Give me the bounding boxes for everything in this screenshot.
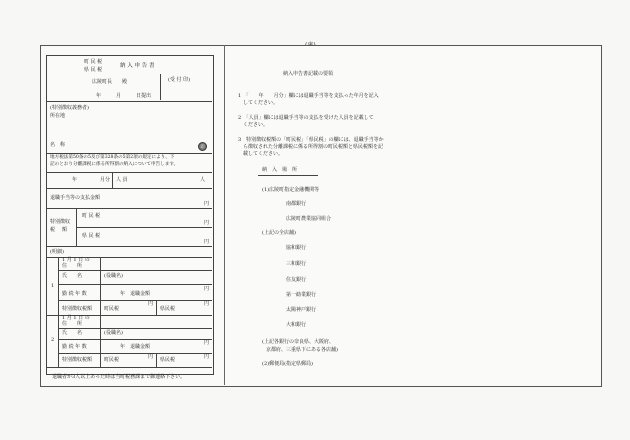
title-prefix-top: 町 民 税 [84,59,103,65]
address-label: 所在地 [50,113,66,119]
town-yen: 円 [148,354,154,360]
banks-header: (1)広陵町指定金融機関等 [262,187,320,193]
instructions-title: 納入申告書記載の要領 [283,71,334,77]
pref-tax-label: 県 民 税 [82,233,101,239]
name-label: 氏 名 [62,273,83,279]
bank-taiyo-kobe: 太陽神戸銀行 [286,307,317,313]
special-tax-label-1: 特別徴収 [50,219,71,225]
bank-ja-koryo: 広陵町農業協同組合 [286,216,332,222]
form-frame [46,55,214,375]
recipient: 広陵町長 殿 [92,79,128,85]
retirement-amount-label: 退職金額 [130,291,151,297]
block-index: 2 [51,337,55,343]
block-index: 1 [51,283,55,289]
pref-yen: 円 [204,354,210,360]
years-unit: 年 [120,291,126,297]
bank-kyowa: 協和銀行 [286,245,307,251]
bank-daiwa: 大和銀行 [286,322,307,328]
postal-note: (2)郵便局(指定県郵局) [262,361,313,367]
persons-label: 人 員 [116,177,128,183]
instruction-2-line-1: 2 「人員」欄には退職手当等の支払を受けた人員を記載して [238,115,374,121]
bank-dai-ichi-kangyo: 第一勧業銀行 [286,292,317,298]
bank-sumitomo: 住友銀行 [286,277,307,283]
received-stamp-label: (受 付 印) [168,77,191,83]
name-label: 氏 名 [62,330,83,336]
branch-note-1: (上記各銀行の奈良県、大阪府、 [262,339,334,345]
position-label: (役職名) [104,273,123,279]
years-unit: 年 [120,344,126,350]
jan1-address-2: 住 所 [62,321,83,327]
footer-note: 退職者が3人以上あった時は当町税務課まで御連絡下さい。 [52,374,186,380]
town-tax-yen: 円 [204,220,210,226]
jan1-address-2: 住 所 [62,263,83,269]
bank-nanto: 南都銀行 [286,201,307,207]
jan1-address-1: 1 月 1 日 の [62,257,90,263]
period-month: 月分 [100,177,111,183]
name-label: 名 称 [50,142,66,148]
bank-sanwa: 三和銀行 [286,261,307,267]
payment-place-title: 納 入 場 所 [262,167,298,173]
jan1-address-1: 1 月 1 日 の [62,315,90,321]
special-tax-label-2: 税 [50,227,56,233]
branch-note-2: 京都府、三重県下にある各店舗) [266,347,338,353]
payer-label: (特別徴収義務者) [50,105,89,111]
pref-label: 県民税 [160,306,176,312]
town-tax-label: 町 民 税 [82,213,101,219]
town-label: 町民税 [104,306,120,312]
fold-line [224,45,225,385]
special-tax-label-3: 額 [62,227,68,233]
years-label: 勤 続 年 数 [62,344,87,350]
instruction-3-line-3: 載してください。 [238,151,284,157]
instruction-1-line-1: 1 「 年 月分」欄には退職手当等を支払った年月を記入 [238,93,379,99]
persons-unit: 人 [200,177,206,183]
submission-date: 年 月 日提出 [96,93,152,99]
retirement-amount-yen: 円 [204,286,210,292]
title-prefix-bottom: 県 民 税 [84,67,103,73]
period-year: 年 [72,177,78,183]
form-title: 納 入 申 告 書 [120,63,155,69]
declaration-line-1: 地方税法第50条の5及び第328条の5第2項の規定により、下 [50,155,175,160]
pref-yen: 円 [204,301,210,307]
position-label: (役職名) [104,330,123,336]
seal-icon: 印 [198,142,207,151]
special-tax-label: 特別徴収税額 [62,306,93,312]
branches-header: (上記の全店舗) [262,230,296,236]
pref-tax-yen: 円 [204,239,210,245]
special-tax-label: 特別徴収税額 [62,357,93,363]
town-yen: 円 [148,301,154,307]
retirement-pay-yen: 円 [204,201,210,207]
retirement-amount-yen: 円 [204,340,210,346]
instruction-3-line-2: ら徴収された分離課税に係る所得割の町民税額と県民税額を記 [238,144,384,150]
details-header: (明細) [50,249,64,255]
instruction-2-line-2: ください。 [238,122,269,128]
pref-label: 県民税 [160,357,176,363]
instruction-3-line-1: 3 特別徴収税額の「町民税」「県民税」の欄には、退職手当等か [238,137,384,143]
retirement-pay-label: 退職手当等の支払金額 [50,195,101,201]
declaration-line-2: 記のとおり分離課税に係る所得割の納入について申告します。 [50,162,179,167]
years-label: 勤 続 年 数 [62,291,87,297]
instruction-1-line-2: してください。 [238,100,279,106]
retirement-amount-label: 退職金額 [130,344,151,350]
town-label: 町民税 [104,357,120,363]
